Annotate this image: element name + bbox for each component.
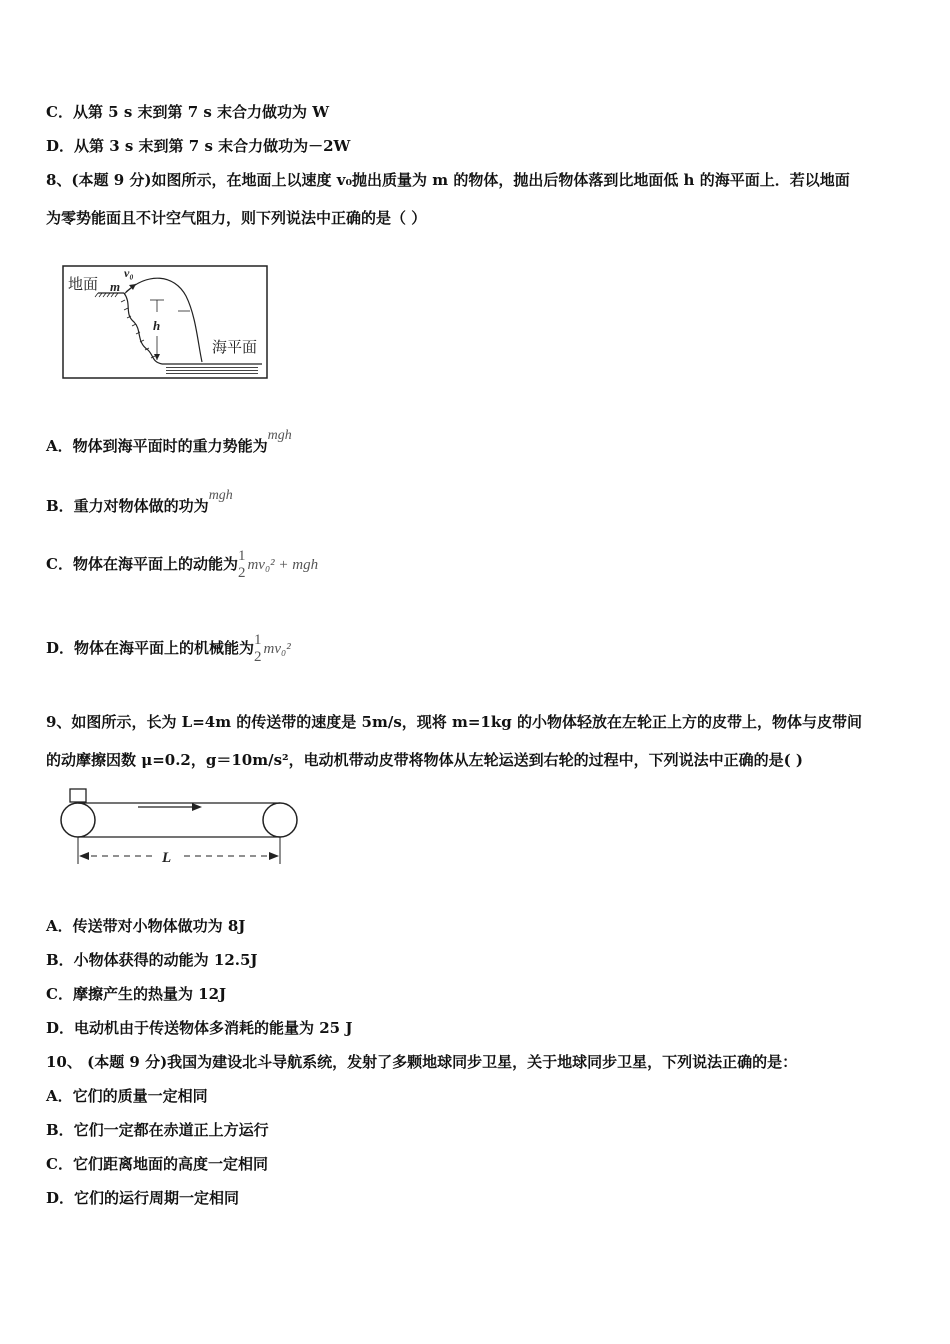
q8-option-a-formula: mgh <box>267 428 292 443</box>
q10-stem: 10、 (本题 9 分)我国为建设北斗导航系统，发射了多颗地球同步卫星，关于地球同步卫星，下列说法正确的是： <box>46 1053 798 1071</box>
q8-option-d-text: D．物体在海平面上的机械能为 <box>46 639 255 657</box>
length-label: L <box>162 850 172 866</box>
q8-option-b-text: B．重力对物体做的功为 <box>46 497 209 515</box>
q9-option-b: B．小物体获得的动能为 12.5J <box>46 951 258 969</box>
q8-option-d-formula: mv₀² <box>263 641 291 657</box>
q9-option-d: D．电动机由于传送物体多消耗的能量为 25 J <box>46 1019 353 1037</box>
velocity-label: v₀ <box>124 266 134 280</box>
q8-option-c-fraction: 1 2 <box>237 548 246 581</box>
q8-option-a-text: A．物体到海平面时的重力势能为 <box>46 437 268 455</box>
q10-option-c: C．它们距离地面的高度一定相同 <box>46 1155 268 1173</box>
q10-option-b: B．它们一定都在赤道正上方运行 <box>46 1121 269 1139</box>
q9-stem-line-2: 的动摩擦因数 μ=0.2，g＝10m/s²，电动机带动皮带将物体从左轮运送到右轮的过程中，下列说法中正确的是( ) <box>46 751 804 769</box>
q10-option-d: D．它们的运行周期一定相同 <box>46 1189 240 1207</box>
height-label: h <box>153 318 161 333</box>
q8-option-c <box>46 546 318 583</box>
q7-option-d: D．从第 3 s 末到第 7 s 末合力做功为－2W <box>46 137 351 155</box>
q9-conveyor-figure <box>58 786 302 870</box>
q9-option-a: A．传送带对小物体做功为 8J <box>46 917 246 935</box>
q8-option-a <box>46 428 292 458</box>
q8-option-c-formula: mv₀² + mgh <box>247 557 319 573</box>
sea-level-label: 海平面 <box>212 338 258 356</box>
q9-option-c: C．摩擦产生的热量为 12J <box>46 985 227 1003</box>
mass-label: m <box>110 279 121 294</box>
q8-stem-line-2: 为零势能面且不计空气阻力，则下列说法中正确的是（ ） <box>46 209 427 227</box>
q9-stem-line-1: 9、如图所示，长为 L=4m 的传送带的速度是 5m/s，现将 m=1kg 的小物体轻放在左轮正上方的皮带上，物体与皮带间 <box>46 713 862 731</box>
q8-cliff-figure <box>62 264 268 380</box>
ground-label: 地面 <box>68 275 99 293</box>
q8-option-b <box>46 488 233 518</box>
q8-option-c-text: C．物体在海平面上的动能为 <box>46 555 238 573</box>
q8-stem-line-1: 8、(本题 9 分)如图所示，在地面上以速度 v₀抛出质量为 m 的物体，抛出后物体落到比地面低 h 的海平面上．若以地面 <box>46 171 850 189</box>
q8-option-d <box>46 630 291 667</box>
q8-option-d-fraction: 1 2 <box>254 632 262 665</box>
q8-option-b-formula: mgh <box>208 488 233 503</box>
q10-option-a: A．它们的质量一定相同 <box>46 1087 208 1105</box>
q7-option-c: C．从第 5 s 末到第 7 s 末合力做功为 W <box>46 103 330 121</box>
